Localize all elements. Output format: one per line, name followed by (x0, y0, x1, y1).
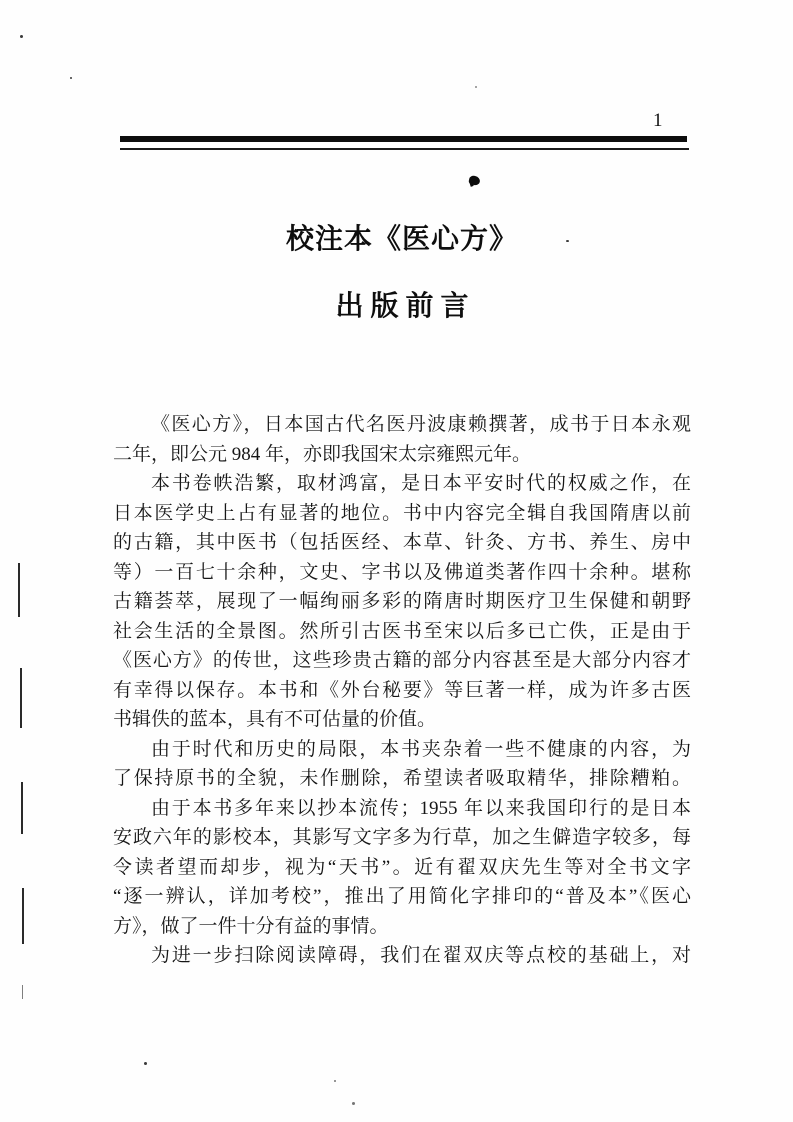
margin-scan-line (22, 888, 24, 944)
section-title: 出版前言 (335, 289, 476, 322)
text-line: 了保持原书的全貌，未作删除，希望读者吸取精华，排除糟粕。 (113, 768, 691, 789)
scan-speck (475, 86, 477, 88)
text-line: 《医心方》的传世，这些珍贵古籍的部分内容甚至是大部分内容才 (113, 650, 691, 671)
text-line: 日本医学史上占有显著的地位。书中内容完全辑自我国隋唐以前 (113, 502, 691, 524)
text-line: 《医心方》，日本国古代名医丹波康赖撰著，成书于日本永观 (151, 414, 691, 435)
margin-scan-line (21, 782, 23, 834)
margin-scan-line (18, 563, 20, 617)
text-line: 由于本书多年来以抄本流传；1955 年以来我国印行的是日本 (151, 797, 691, 819)
text-line: 书辑佚的蓝本，具有不可估量的价值。 (113, 709, 437, 730)
text-line: 古籍荟萃，展现了一幅绚丽多彩的隋唐时期医疗卫生保健和朝野 (113, 591, 691, 612)
header-rule-thin (120, 148, 689, 150)
scan-speck (70, 77, 72, 79)
text-line: 等）一百七十余种，文史、字书以及佛道类著作四十余种。堪称 (113, 561, 691, 583)
text-line: 本书卷帙浩繁，取材鸿富，是日本平安时代的权威之作，在 (151, 473, 691, 494)
text-line: 二年，即公元 984 年，亦即我国宋太宗雍熙元年。 (113, 443, 532, 465)
scan-speck (334, 1080, 336, 1082)
scan-speck (144, 1062, 147, 1065)
margin-scan-line (20, 668, 22, 728)
text-line: 由于时代和历史的局限，本书夹杂着一些不健康的内容，为 (151, 738, 691, 760)
text-line: 为进一步扫除阅读障碍，我们在翟双庆等点校的基础上，对 (151, 945, 691, 966)
foreword-body-text (113, 410, 691, 971)
book-title: 校注本《医心方》 (285, 222, 518, 255)
scan-speck (352, 1102, 355, 1105)
text-line: 有幸得以保存。本书和《外台秘要》等巨著一样，成为许多古医 (113, 679, 691, 701)
text-line: “逐一辨认，详加考校”，推出了用简化字排印的“普及本”《医心 (113, 886, 691, 907)
page-number: 1 (653, 110, 663, 131)
text-line: 方》，做了一件十分有益的事情。 (113, 915, 389, 937)
text-line: 令读者望而却步，视为“天书”。近有翟双庆先生等对全书文字 (113, 856, 691, 878)
header-rule-thick (120, 136, 687, 142)
text-line: 的古籍，其中医书（包括医经、本草、针灸、方书、养生、房中 (113, 532, 691, 553)
scan-speck (566, 240, 569, 242)
scan-speck (20, 35, 23, 38)
text-line: 安政六年的影校本，其影写文字多为行草，加之生僻造字较多，每 (113, 827, 691, 848)
ink-blot-artifact (468, 175, 481, 186)
margin-scan-line (22, 985, 23, 999)
text-line: 社会生活的全景图。然所引古医书至宋以后多已亡佚，正是由于 (113, 620, 691, 642)
